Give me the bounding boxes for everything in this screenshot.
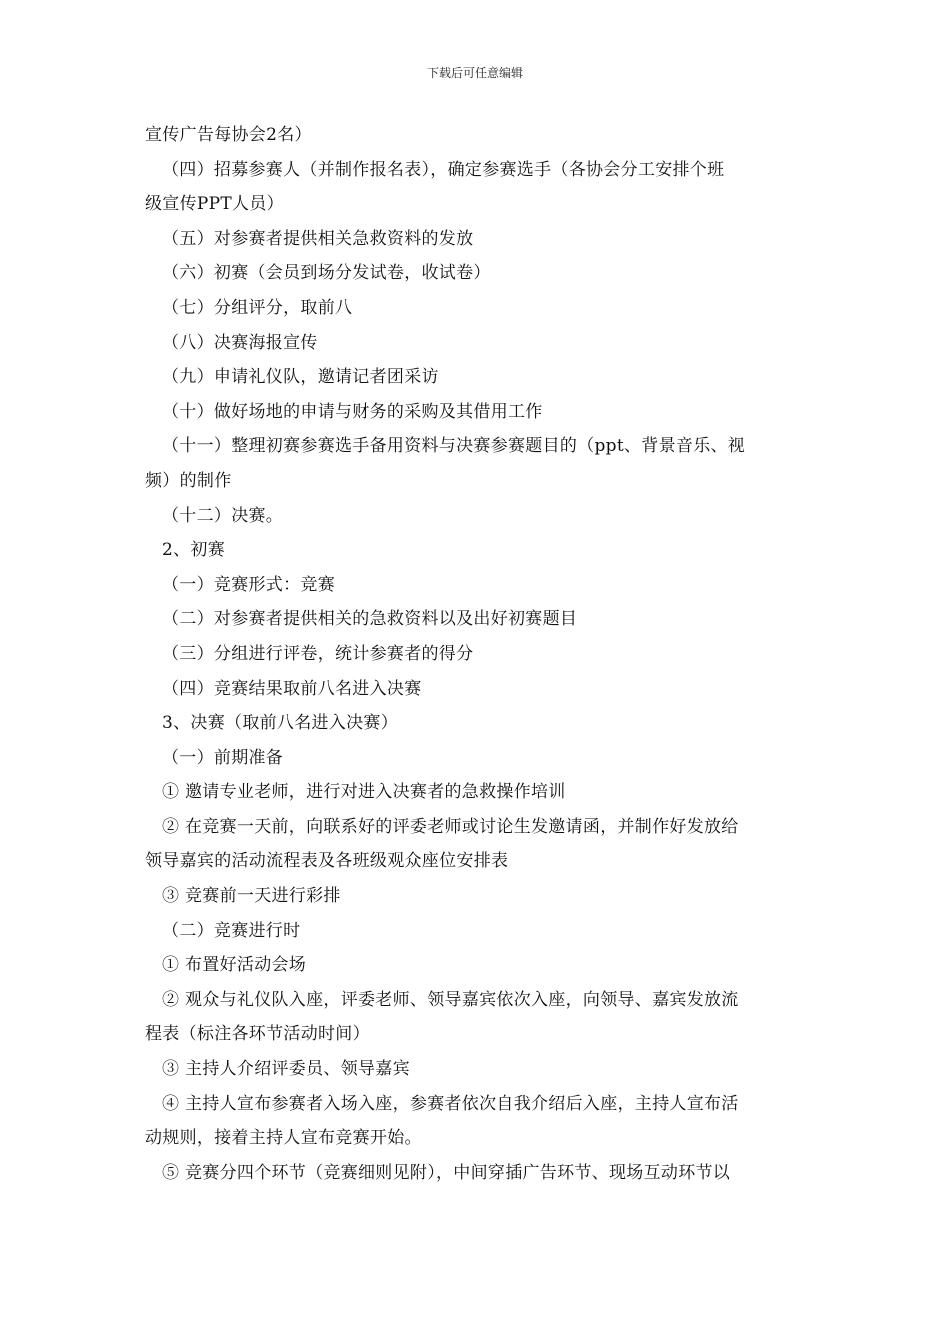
paragraph-line: ③ 主持人介绍评委员、领导嘉宾 <box>162 1059 410 1080</box>
document-body <box>145 118 810 1190</box>
paragraph-line: （七）分组评分，取前八 <box>162 297 353 318</box>
paragraph-line: ② 在竞赛一天前，向联系好的评委老师或讨论生发邀请函，并制作好发放给 <box>162 816 739 837</box>
paragraph-line: 动规则，接着主持人宣布竞赛开始。 <box>145 1128 422 1149</box>
paragraph-line: （三）分组进行评卷，统计参赛者的得分 <box>162 643 474 664</box>
paragraph-line: （四）竞赛结果取前八名进入决赛 <box>162 678 422 699</box>
section-heading: 2、初赛 <box>162 540 226 561</box>
paragraph-line: ② 观众与礼仪队入座，评委老师、领导嘉宾依次入座，向领导、嘉宾发放流 <box>162 989 739 1010</box>
paragraph-line: （二）竞赛进行时 <box>162 920 301 941</box>
section-heading: 3、决赛（取前八名进入决赛） <box>162 713 399 734</box>
paragraph-line: （一）前期准备 <box>162 747 284 768</box>
paragraph-line: （十）做好场地的申请与财务的采购及其借用工作 <box>162 401 543 422</box>
paragraph-line: （二）对参赛者提供相关的急救资料以及出好初赛题目 <box>162 609 578 630</box>
paragraph-line: （九）申请礼仪队，邀请记者团采访 <box>162 367 439 388</box>
paragraph-line: ⑤ 竞赛分四个环节（竞赛细则见附），中间穿插广告环节、现场互动环节以 <box>162 1162 731 1183</box>
paragraph-line: ① 邀请专业老师，进行对进入决赛者的急救操作培训 <box>162 782 566 803</box>
paragraph-line: ① 布置好活动会场 <box>162 955 307 976</box>
paragraph-line: 级宣传PPT人员） <box>145 194 284 215</box>
page-header: 下载后可任意编辑 <box>426 66 523 80</box>
paragraph-line: （一）竞赛形式：竞赛 <box>162 574 335 595</box>
paragraph-line: （四）招募参赛人（并制作报名表），确定参赛选手（各协会分工安排个班 <box>162 159 725 180</box>
paragraph-line: （十一）整理初赛参赛选手备用资料与决赛参赛题目的（ppt、背景音乐、视 <box>162 436 746 457</box>
paragraph-line: ④ 主持人宣布参赛者入场入座，参赛者依次自我介绍后入座，主持人宣布活 <box>162 1093 739 1114</box>
paragraph-line: （十二）决赛。 <box>162 505 284 526</box>
paragraph-line: 领导嘉宾的活动流程表及各班级观众座位安排表 <box>145 851 509 872</box>
paragraph-line: （五）对参赛者提供相关急救资料的发放 <box>162 228 474 249</box>
paragraph-line: （八）决赛海报宣传 <box>162 332 318 353</box>
paragraph-line: 频）的制作 <box>145 470 232 491</box>
paragraph-line: ③ 竞赛前一天进行彩排 <box>162 886 341 907</box>
paragraph-line: 宣传广告每协会2名） <box>145 125 312 145</box>
paragraph-line: （六）初赛（会员到场分发试卷，收试卷） <box>162 263 491 284</box>
paragraph-line: 程表（标注各环节活动时间） <box>145 1024 370 1045</box>
